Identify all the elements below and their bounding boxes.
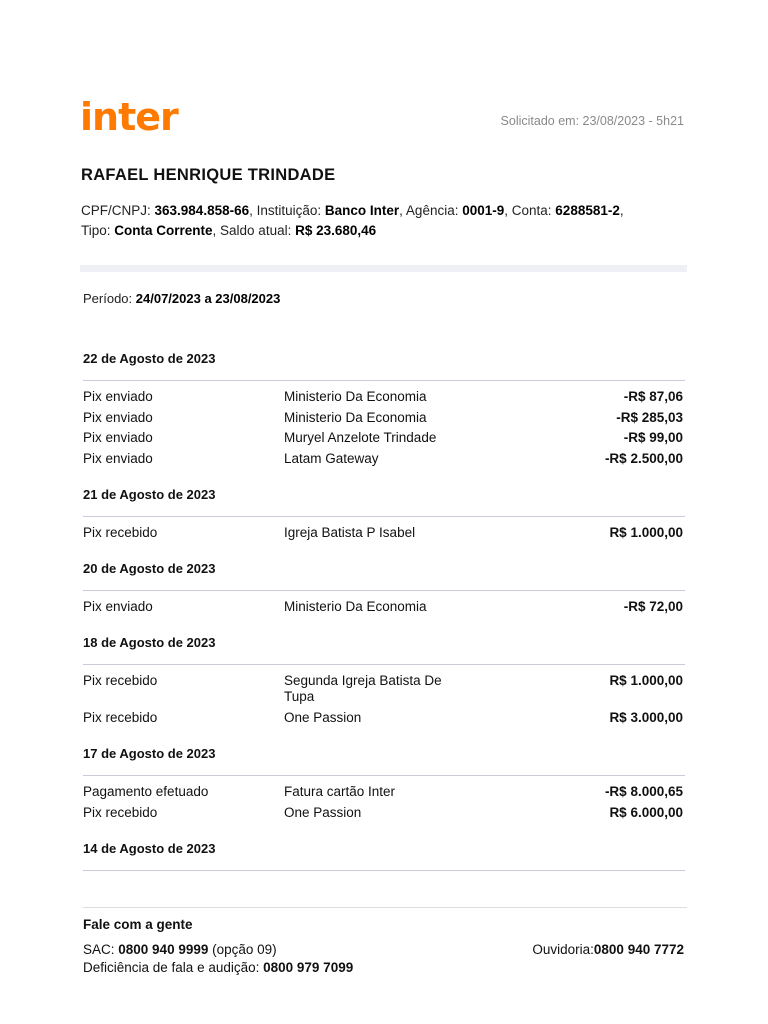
transaction-amount: R$ 1.000,00 (609, 525, 683, 540)
agency-value: 0001-9 (462, 203, 505, 218)
day-rule (83, 870, 685, 871)
day-section (83, 841, 685, 879)
transaction-row (83, 599, 685, 615)
transaction-description: Igreja Batista P Isabel (284, 525, 416, 540)
day-section (83, 635, 685, 730)
transaction-type: Pix enviado (83, 389, 153, 404)
day-rule (83, 516, 685, 517)
ombudsman-contact (532, 942, 684, 957)
transaction-type: Pagamento efetuado (83, 784, 209, 799)
account-suffix: , (619, 203, 624, 218)
day-date: 17 de Agosto de 2023 (83, 746, 216, 761)
requested-timestamp: Solicitado em: 23/08/2023 - 5h21 (500, 114, 684, 128)
transaction-type: Pix enviado (83, 430, 153, 445)
transaction-row (83, 673, 685, 705)
transaction-description: Ministerio Da Economia (284, 409, 427, 425)
transaction-row (83, 805, 685, 821)
day-rule (83, 775, 685, 776)
type-label: Tipo: (81, 223, 115, 238)
transaction-amount: -R$ 87,06 (623, 389, 683, 404)
day-date: 22 de Agosto de 2023 (83, 351, 216, 366)
transaction-amount: -R$ 72,00 (623, 599, 683, 614)
transaction-amount: R$ 6.000,00 (609, 804, 683, 820)
transaction-type: Pix recebido (83, 804, 158, 820)
account-value: 6288581-2 (555, 203, 620, 218)
transaction-description: Segunda Igreja Batista De Tupa (284, 673, 442, 704)
transaction-amount: -R$ 99,00 (623, 430, 683, 445)
account-info-line-2 (81, 221, 624, 241)
sac-label: SAC: (83, 942, 119, 957)
balance-value: R$ 23.680,46 (295, 223, 377, 238)
account-label: , Conta: (504, 203, 556, 218)
cpf-value: 363.984.858-66 (154, 203, 250, 218)
cpf-label: CPF/CNPJ: (81, 203, 155, 218)
transaction-type: Pix recebido (83, 525, 158, 540)
transaction-amount: R$ 3.000,00 (609, 709, 683, 725)
period-value: 24/07/2023 a 23/08/2023 (135, 291, 281, 306)
footer-title: Fale com a gente (83, 917, 193, 932)
transaction-row (83, 430, 685, 446)
account-info (81, 201, 624, 241)
ouv-label: Ouvidoria: (532, 942, 594, 957)
transaction-description: One Passion (284, 804, 362, 820)
footer-divider (83, 907, 687, 908)
transaction-type: Pix enviado (83, 450, 153, 466)
period-label: Período: (83, 291, 136, 306)
balance-label: , Saldo atual: (212, 223, 296, 238)
day-section (83, 351, 685, 471)
day-section (83, 746, 685, 825)
header-divider (80, 265, 687, 272)
institution-label: , Instituição: (249, 203, 325, 218)
agency-label: , Agência: (399, 203, 463, 218)
accessibility-contact (83, 960, 353, 975)
day-section (83, 487, 685, 546)
transaction-type: Pix enviado (83, 599, 153, 614)
def-label: Deficiência de fala e audição: (83, 960, 264, 975)
transaction-type: Pix enviado (83, 409, 153, 425)
transaction-row (83, 525, 685, 541)
day-date: 18 de Agosto de 2023 (83, 635, 216, 650)
ouv-number: 0800 940 7772 (593, 942, 684, 957)
day-rule (83, 664, 685, 665)
day-date: 21 de Agosto de 2023 (83, 487, 216, 502)
sac-contact (83, 942, 277, 957)
transaction-row (83, 784, 685, 800)
transaction-row (83, 410, 685, 426)
transaction-amount: -R$ 8.000,65 (604, 784, 683, 799)
transaction-description: One Passion (284, 709, 362, 725)
sac-number: 0800 940 9999 (118, 942, 209, 957)
transaction-amount: R$ 1.000,00 (609, 673, 683, 688)
transaction-description: Ministerio Da Economia (284, 599, 427, 614)
transaction-amount: -R$ 2.500,00 (604, 450, 683, 466)
transaction-row (83, 451, 685, 467)
day-rule (83, 380, 685, 381)
transaction-row (83, 710, 685, 726)
day-section (83, 561, 685, 620)
day-rule (83, 590, 685, 591)
transaction-description: Ministerio Da Economia (284, 389, 427, 404)
sac-suffix: (opção 09) (208, 942, 277, 957)
day-date: 14 de Agosto de 2023 (83, 841, 216, 856)
transaction-type: Pix recebido (83, 673, 158, 688)
account-info-line-1 (81, 201, 624, 221)
type-value: Conta Corrente (114, 223, 213, 238)
statement-period (83, 291, 280, 306)
day-date: 20 de Agosto de 2023 (83, 561, 216, 576)
transaction-amount: -R$ 285,03 (616, 409, 683, 425)
transaction-row (83, 389, 685, 405)
transaction-description: Latam Gateway (284, 450, 379, 466)
transaction-description: Fatura cartão Inter (284, 784, 396, 799)
transaction-description: Muryel Anzelote Trindade (284, 430, 437, 445)
institution-value: Banco Inter (324, 203, 400, 218)
def-number: 0800 979 7099 (263, 960, 354, 975)
transaction-type: Pix recebido (83, 709, 158, 725)
account-holder-name: RAFAEL HENRIQUE TRINDADE (81, 166, 336, 184)
inter-logo: inter (80, 95, 178, 139)
